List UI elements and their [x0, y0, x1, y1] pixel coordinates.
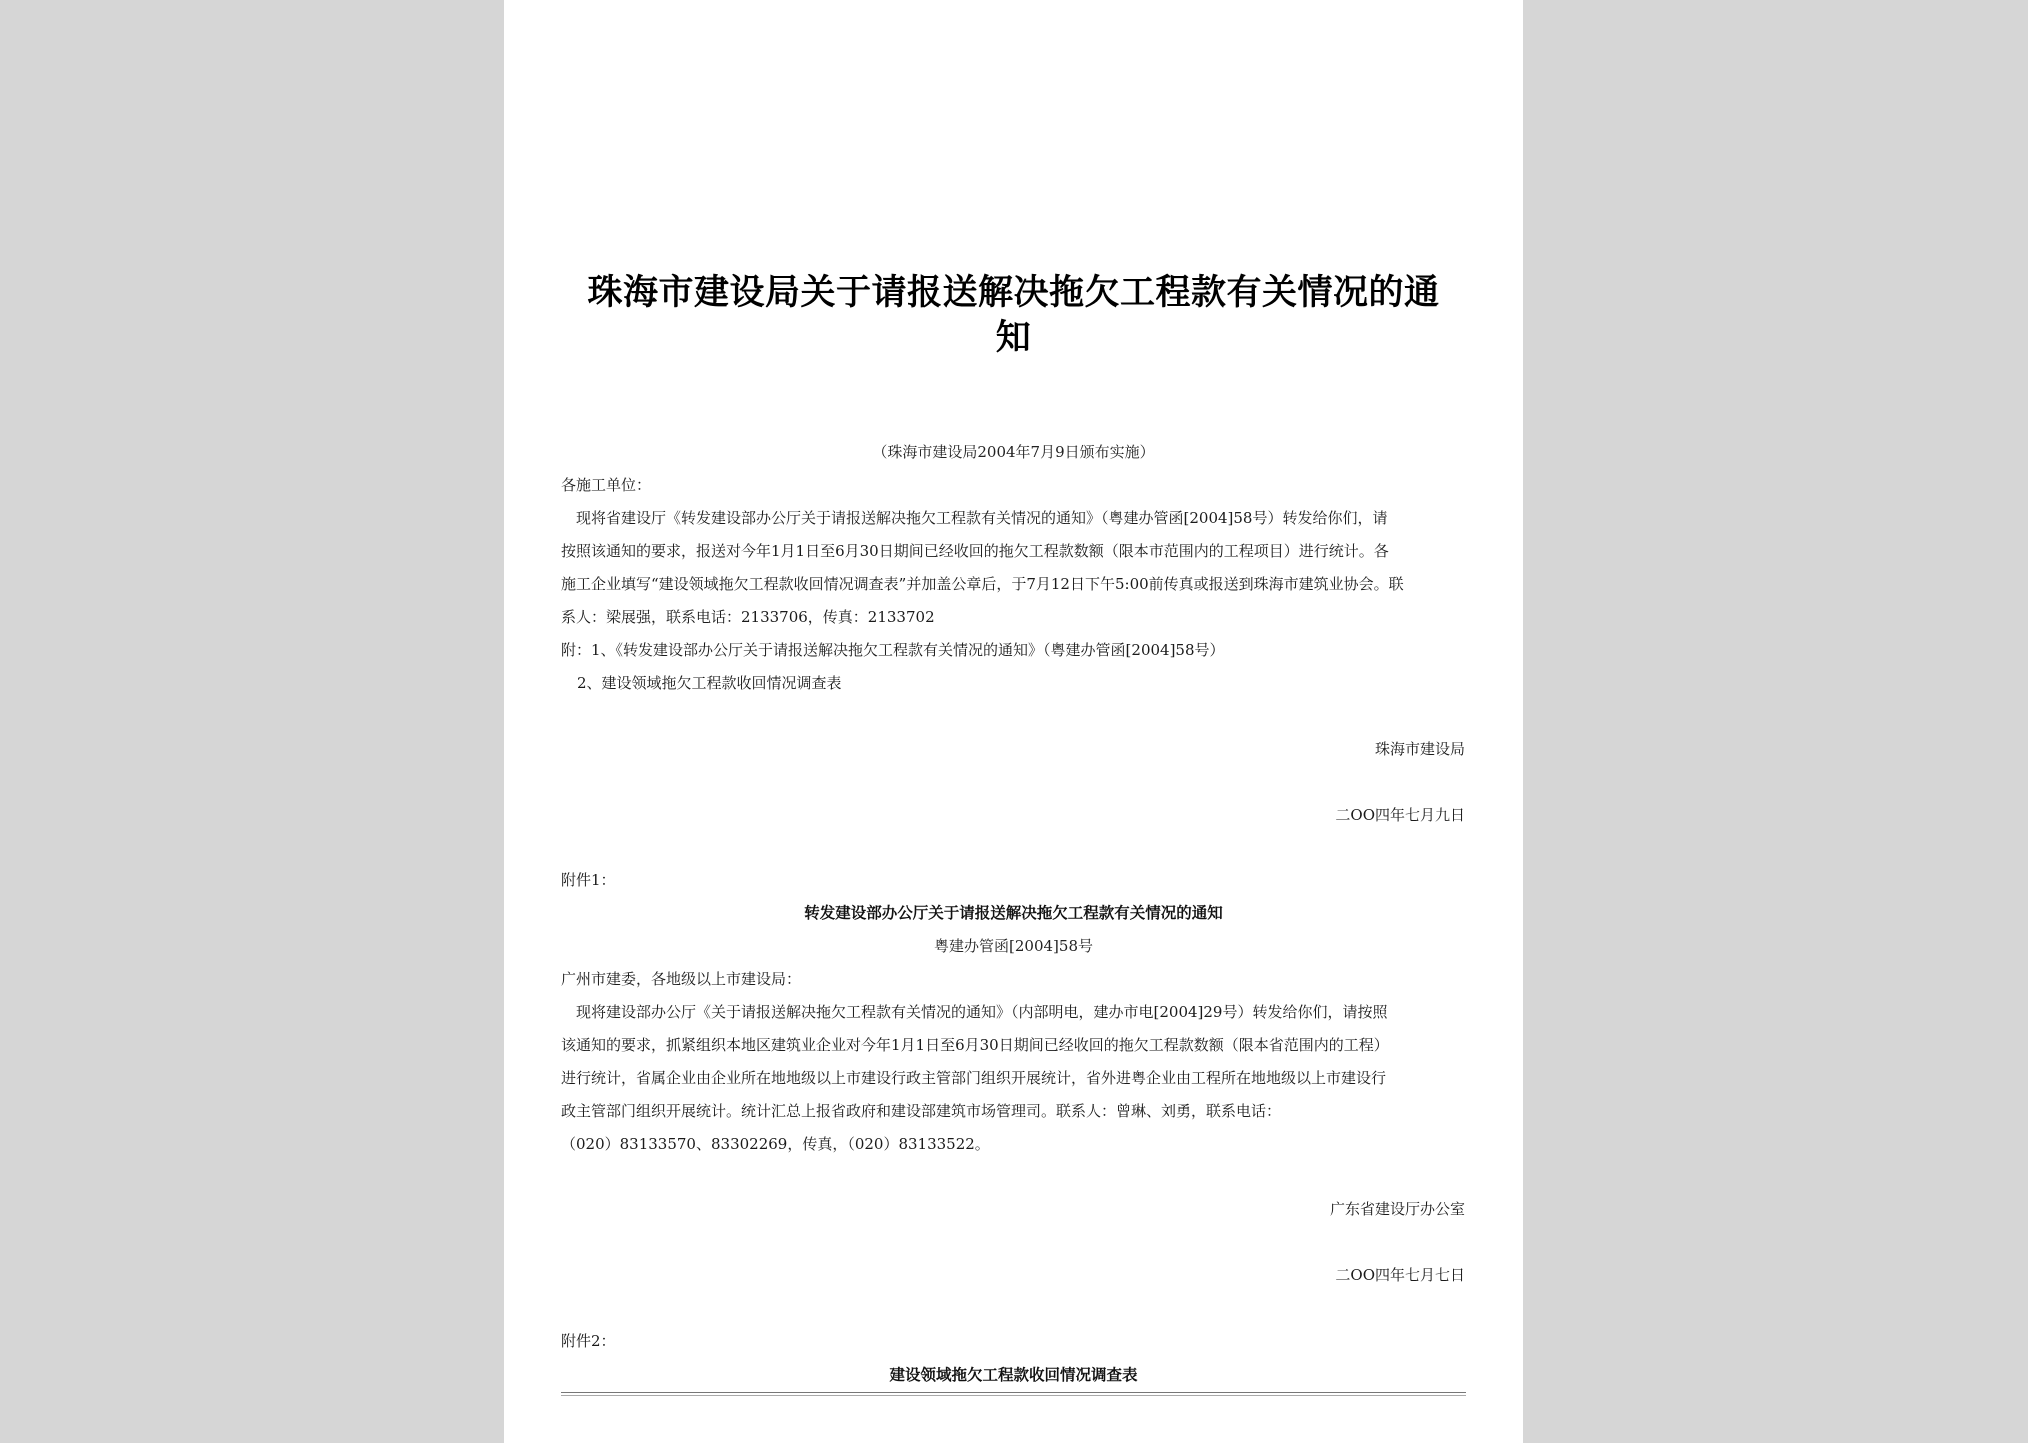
- body-line: 按照该通知的要求，报送对今年1月1日至6月30日期间已经收回的拖欠工程款数额（限本市范围内的工程项目）进行统计。各: [561, 542, 1389, 560]
- body-line: 施工企业填写“建设领域拖欠工程款收回情况调查表”并加盖公章后，于7月12日下午5:00前传真或报送到珠海市建筑业协会。联: [561, 575, 1404, 593]
- body-line: 系人：梁展强，联系电话：2133706，传真：2133702: [561, 608, 935, 626]
- attachment1-body-line: 政主管部门组织开展统计。统计汇总上报省政府和建设部建筑市场管理司。联系人：曾琳、刘勇，联系电话：: [561, 1102, 1282, 1120]
- attachment1-label: 附件1：: [561, 871, 616, 889]
- attachment1-body-line: （020）83133570、83302269，传真，（020）83133522。: [561, 1135, 990, 1153]
- signer: 珠海市建设局: [1374, 740, 1465, 758]
- salutation: 各施工单位：: [561, 476, 652, 494]
- attachment1-title: 转发建设部办公厅关于请报送解决拖欠工程款有关情况的通知: [804, 903, 1223, 922]
- attachment1-body-line: 现将建设部办公厅《关于请报送解决拖欠工程款有关情况的通知》（内部明电，建办市电[2004]29号）转发给你们，请按照: [576, 1003, 1388, 1021]
- document-page: [504, 0, 1523, 1443]
- table-top-rule-inner: [561, 1395, 1466, 1396]
- document-title-line2: 知: [995, 317, 1032, 358]
- table-top-rule: [561, 1392, 1466, 1393]
- attachments-list-item: 2、建设领域拖欠工程款收回情况调查表: [577, 674, 842, 692]
- attachment1-addressee: 广州市建委，各地级以上市建设局：: [561, 970, 802, 988]
- attachment1-signer: 广东省建设厅办公室: [1329, 1200, 1465, 1218]
- document-title-line1: 珠海市建设局关于请报送解决拖欠工程款有关情况的通: [587, 272, 1440, 313]
- attachment1-body-line: 进行统计，省属企业由企业所在地地级以上市建设行政主管部门组织开展统计，省外进粤企业由工程所在地地级以上市建设行: [561, 1069, 1387, 1087]
- attachment2-label: 附件2：: [561, 1332, 616, 1350]
- attachments-list-item: 附：1、《转发建设部办公厅关于请报送解决拖欠工程款有关情况的通知》（粤建办管函[2004]58号）: [561, 641, 1225, 659]
- signing-date: 二OO四年七月九日: [1335, 806, 1465, 824]
- attachment2-title: 建设领域拖欠工程款收回情况调查表: [889, 1365, 1138, 1384]
- attachment1-date: 二OO四年七月七日: [1335, 1266, 1465, 1284]
- attachment1-doc-number: 粤建办管函[2004]58号: [934, 937, 1093, 955]
- attachment1-body-line: 该通知的要求，抓紧组织本地区建筑业企业对今年1月1日至6月30日期间已经收回的拖欠工程款数额（限本省范围内的工程）: [561, 1036, 1389, 1054]
- issue-note: （珠海市建设局2004年7月9日颁布实施）: [872, 443, 1155, 461]
- body-line: 现将省建设厅《转发建设部办公厅关于请报送解决拖欠工程款有关情况的通知》（粤建办管函[2004]58号）转发给你们，请: [576, 509, 1388, 527]
